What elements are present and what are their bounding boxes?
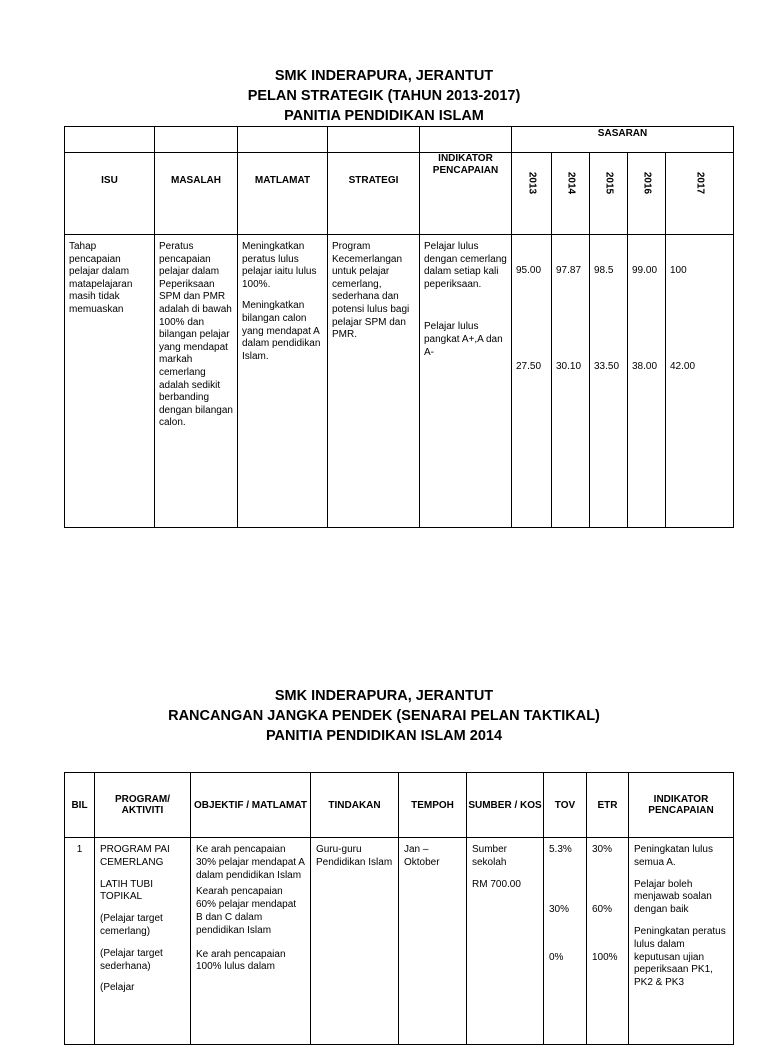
strategic-plan-table — [64, 126, 734, 528]
etr-cell: 30% 60% 100% — [587, 838, 629, 1045]
year-2017-header: 2017 — [666, 153, 734, 235]
header-isu: ISU — [65, 153, 155, 235]
sasaran-header: SASARAN — [512, 127, 734, 153]
tactical-plan-table — [64, 772, 734, 1045]
header-etr: ETR — [587, 773, 629, 838]
strategi-cell: Program Kecemerlangan untuk pelajar cemerlang, sederhana dan potensi lulus bagi pelajar SPM dan PMR. — [328, 235, 420, 528]
tov-cell: 5.3% 30% 0% — [544, 838, 587, 1045]
plan-title-2: RANCANGAN JANGKA PENDEK (SENARAI PELAN TAKTIKAL) — [168, 708, 600, 724]
panel-name-2: PANITIA PENDIDIKAN ISLAM 2014 — [265, 728, 503, 744]
header-objektif: OBJEKTIF / MATLAMAT — [191, 773, 311, 838]
header-indikator: INDIKATOR PENCAPAIAN — [420, 153, 512, 235]
plan-title: PELAN STRATEGIK (TAHUN 2013-2017) — [247, 88, 521, 104]
year-2014-header: 2014 — [552, 153, 590, 235]
indikator-cell-2: Peningkatan lulus semua A. Pelajar boleh menjawab soalan dengan baik Peningkatan peratus lulus dalam keputusan ujian peperiksaan PK1, PK2 & PK3 — [629, 838, 734, 1045]
strategic-plan-title — [0, 66, 768, 126]
header-strategi: STRATEGI — [328, 153, 420, 235]
masalah-cell: Peratus pencapaian pelajar dalam Peperiksaan SPM dan PMR adalah di bawah 100% dan bilangan pelajar yang mendapat markah cemerlang adalah sedikit berbanding dengan bilangan calon. — [155, 235, 238, 528]
header-masalah: MASALAH — [155, 153, 238, 235]
indikator-cell: Pelajar lulus dengan cemerlang dalam setiap kali peperiksaan. Pelajar lulus pangkat A+,A dan A- — [420, 235, 512, 528]
header-program: PROGRAM/ AKTIVITI — [95, 773, 191, 838]
table-row — [65, 838, 734, 1045]
bil-cell: 1 — [65, 838, 95, 1045]
header-bil: BIL — [65, 773, 95, 838]
school-name-2: SMK INDERAPURA, JERANTUT — [274, 688, 494, 704]
header-sumber: SUMBER / KOS — [467, 773, 544, 838]
target-2014: 97.87 30.10 — [552, 235, 590, 528]
isu-cell: Tahap pencapaian pelajar dalam matapelajaran masih tidak memuaskan — [65, 235, 155, 528]
header-tempoh: TEMPOH — [399, 773, 467, 838]
header-tindakan: TINDAKAN — [311, 773, 399, 838]
target-2016: 99.00 38.00 — [628, 235, 666, 528]
program-cell: PROGRAM PAI CEMERLANG LATIH TUBI TOPIKAL (Pelajar target cemerlang) (Pelajar target sederhana) (Pelajar — [95, 838, 191, 1045]
target-2013: 95.00 27.50 — [512, 235, 552, 528]
header-tov: TOV — [544, 773, 587, 838]
matlamat-cell: Meningkatkan peratus lulus pelajar iaitu lulus 100%. Meningkatkan bilangan calon yang mendapat A dalam pendidikan Islam. — [238, 235, 328, 528]
year-2016-header: 2016 — [628, 153, 666, 235]
header-matlamat: MATLAMAT — [238, 153, 328, 235]
target-2017: 100 42.00 — [666, 235, 734, 528]
table-row — [65, 235, 734, 528]
school-name: SMK INDERAPURA, JERANTUT — [274, 68, 494, 84]
year-2015-header: 2015 — [590, 153, 628, 235]
header-indikator-2: INDIKATOR PENCAPAIAN — [629, 773, 734, 838]
year-2013-header: 2013 — [512, 153, 552, 235]
tindakan-cell: Guru-guru Pendidikan Islam — [311, 838, 399, 1045]
panel-name: PANITIA PENDIDIKAN ISLAM — [284, 108, 484, 124]
objektif-cell: Ke arah pencapaian 30% pelajar mendapat A dalam pendidikan Islam Kearah pencapaian 60% pelajar mendapat B dan C dalam pendidikan Islam Ke arah pencapaian 100% lulus dalam — [191, 838, 311, 1045]
tempoh-cell: Jan – Oktober — [399, 838, 467, 1045]
tactical-plan-title — [0, 686, 768, 746]
target-2015: 98.5 33.50 — [590, 235, 628, 528]
sumber-cell: Sumber sekolah RM 700.00 — [467, 838, 544, 1045]
